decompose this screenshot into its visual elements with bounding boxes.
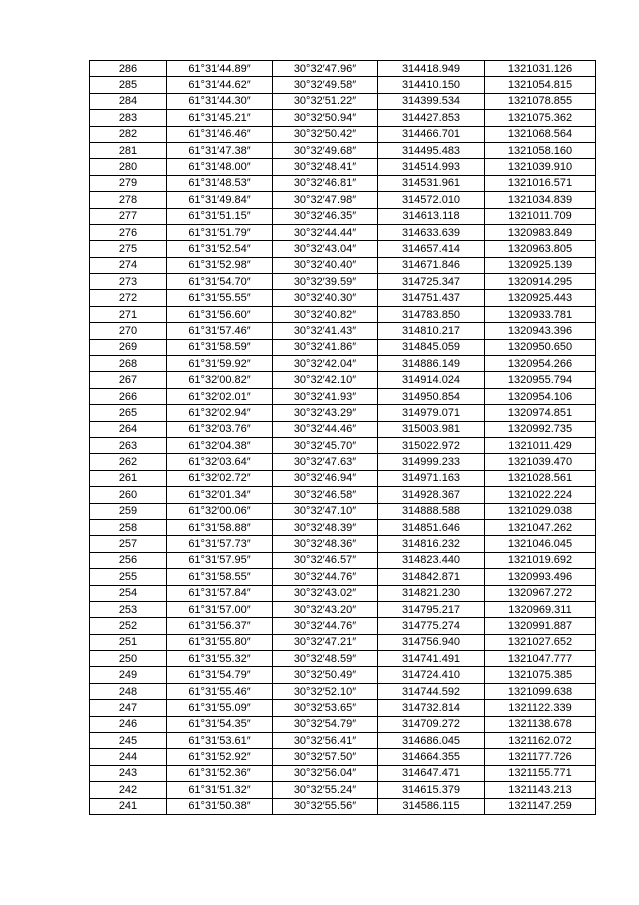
latitude-cell: 61°31′47.38″ <box>167 142 273 158</box>
table-row <box>90 700 596 716</box>
x-coordinate-cell: 314686.045 <box>378 733 485 749</box>
longitude-cell: 30°32′44.76″ <box>273 618 378 634</box>
longitude-cell: 30°32′43.02″ <box>273 585 378 601</box>
longitude-cell: 30°32′40.30″ <box>273 290 378 306</box>
point-number-cell: 269 <box>90 339 167 355</box>
point-number-cell: 278 <box>90 192 167 208</box>
table-row <box>90 798 596 814</box>
y-coordinate-cell: 1321028.561 <box>485 470 596 486</box>
longitude-cell: 30°32′46.81″ <box>273 175 378 191</box>
point-number-cell: 251 <box>90 634 167 650</box>
table-row <box>90 454 596 470</box>
x-coordinate-cell: 314821.230 <box>378 585 485 601</box>
table-row <box>90 733 596 749</box>
y-coordinate-cell: 1321122.339 <box>485 700 596 716</box>
point-number-cell: 254 <box>90 585 167 601</box>
latitude-cell: 61°31′54.79″ <box>167 667 273 683</box>
table-row <box>90 257 596 273</box>
table-row <box>90 77 596 93</box>
x-coordinate-cell: 314795.217 <box>378 601 485 617</box>
y-coordinate-cell: 1320991.887 <box>485 618 596 634</box>
x-coordinate-cell: 314775.274 <box>378 618 485 634</box>
longitude-cell: 30°32′40.82″ <box>273 306 378 322</box>
latitude-cell: 61°31′57.84″ <box>167 585 273 601</box>
y-coordinate-cell: 1321027.652 <box>485 634 596 650</box>
table-row <box>90 503 596 519</box>
longitude-cell: 30°32′44.44″ <box>273 224 378 240</box>
y-coordinate-cell: 1320955.794 <box>485 372 596 388</box>
longitude-cell: 30°32′53.65″ <box>273 700 378 716</box>
y-coordinate-cell: 1320993.496 <box>485 569 596 585</box>
y-coordinate-cell: 1321075.385 <box>485 667 596 683</box>
y-coordinate-cell: 1321054.815 <box>485 77 596 93</box>
x-coordinate-cell: 314851.646 <box>378 519 485 535</box>
point-number-cell: 246 <box>90 716 167 732</box>
latitude-cell: 61°31′52.36″ <box>167 765 273 781</box>
table-row <box>90 93 596 109</box>
longitude-cell: 30°32′49.68″ <box>273 142 378 158</box>
latitude-cell: 61°32′00.06″ <box>167 503 273 519</box>
y-coordinate-cell: 1321047.777 <box>485 651 596 667</box>
x-coordinate-cell: 314751.437 <box>378 290 485 306</box>
table-row <box>90 585 596 601</box>
x-coordinate-cell: 314732.814 <box>378 700 485 716</box>
coordinate-table-body <box>90 61 596 815</box>
y-coordinate-cell: 1321039.910 <box>485 159 596 175</box>
y-coordinate-cell: 1320925.139 <box>485 257 596 273</box>
point-number-cell: 264 <box>90 421 167 437</box>
latitude-cell: 61°31′49.84″ <box>167 192 273 208</box>
latitude-cell: 61°31′58.55″ <box>167 569 273 585</box>
longitude-cell: 30°32′41.93″ <box>273 388 378 404</box>
point-number-cell: 270 <box>90 323 167 339</box>
point-number-cell: 243 <box>90 765 167 781</box>
x-coordinate-cell: 314613.118 <box>378 208 485 224</box>
longitude-cell: 30°32′54.79″ <box>273 716 378 732</box>
y-coordinate-cell: 1321019.692 <box>485 552 596 568</box>
latitude-cell: 61°31′55.55″ <box>167 290 273 306</box>
y-coordinate-cell: 1321155.771 <box>485 765 596 781</box>
y-coordinate-cell: 1321046.045 <box>485 536 596 552</box>
y-coordinate-cell: 1321078.855 <box>485 93 596 109</box>
y-coordinate-cell: 1320954.106 <box>485 388 596 404</box>
longitude-cell: 30°32′47.98″ <box>273 192 378 208</box>
table-row <box>90 667 596 683</box>
point-number-cell: 255 <box>90 569 167 585</box>
table-row <box>90 372 596 388</box>
point-number-cell: 268 <box>90 356 167 372</box>
x-coordinate-cell: 314427.853 <box>378 110 485 126</box>
table-row <box>90 405 596 421</box>
table-row <box>90 634 596 650</box>
longitude-cell: 30°32′41.86″ <box>273 339 378 355</box>
y-coordinate-cell: 1320967.272 <box>485 585 596 601</box>
point-number-cell: 276 <box>90 224 167 240</box>
latitude-cell: 61°31′58.88″ <box>167 519 273 535</box>
x-coordinate-cell: 314633.639 <box>378 224 485 240</box>
y-coordinate-cell: 1321047.262 <box>485 519 596 535</box>
x-coordinate-cell: 314466.701 <box>378 126 485 142</box>
table-row <box>90 323 596 339</box>
table-row <box>90 749 596 765</box>
table-row <box>90 782 596 798</box>
longitude-cell: 30°32′47.10″ <box>273 503 378 519</box>
latitude-cell: 61°31′48.53″ <box>167 175 273 191</box>
latitude-cell: 61°32′03.64″ <box>167 454 273 470</box>
longitude-cell: 30°32′46.35″ <box>273 208 378 224</box>
latitude-cell: 61°32′00.82″ <box>167 372 273 388</box>
point-number-cell: 272 <box>90 290 167 306</box>
x-coordinate-cell: 314756.940 <box>378 634 485 650</box>
x-coordinate-cell: 314410.150 <box>378 77 485 93</box>
point-number-cell: 265 <box>90 405 167 421</box>
latitude-cell: 61°31′44.62″ <box>167 77 273 93</box>
longitude-cell: 30°32′47.21″ <box>273 634 378 650</box>
latitude-cell: 61°31′52.54″ <box>167 241 273 257</box>
point-number-cell: 282 <box>90 126 167 142</box>
x-coordinate-cell: 314514.993 <box>378 159 485 175</box>
latitude-cell: 61°31′57.00″ <box>167 601 273 617</box>
point-number-cell: 253 <box>90 601 167 617</box>
longitude-cell: 30°32′48.36″ <box>273 536 378 552</box>
point-number-cell: 262 <box>90 454 167 470</box>
x-coordinate-cell: 314572.010 <box>378 192 485 208</box>
x-coordinate-cell: 314810.217 <box>378 323 485 339</box>
y-coordinate-cell: 1320992.735 <box>485 421 596 437</box>
longitude-cell: 30°32′47.96″ <box>273 61 378 77</box>
longitude-cell: 30°32′57.50″ <box>273 749 378 765</box>
point-number-cell: 277 <box>90 208 167 224</box>
table-row <box>90 61 596 77</box>
latitude-cell: 61°31′52.92″ <box>167 749 273 765</box>
longitude-cell: 30°32′49.58″ <box>273 77 378 93</box>
x-coordinate-cell: 315022.972 <box>378 437 485 453</box>
longitude-cell: 30°32′55.56″ <box>273 798 378 814</box>
y-coordinate-cell: 1320963.805 <box>485 241 596 257</box>
point-number-cell: 284 <box>90 93 167 109</box>
longitude-cell: 30°32′46.57″ <box>273 552 378 568</box>
y-coordinate-cell: 1320914.295 <box>485 274 596 290</box>
latitude-cell: 61°31′46.46″ <box>167 126 273 142</box>
latitude-cell: 61°31′51.79″ <box>167 224 273 240</box>
longitude-cell: 30°32′42.10″ <box>273 372 378 388</box>
point-number-cell: 280 <box>90 159 167 175</box>
longitude-cell: 30°32′48.39″ <box>273 519 378 535</box>
y-coordinate-cell: 1320954.266 <box>485 356 596 372</box>
longitude-cell: 30°32′56.04″ <box>273 765 378 781</box>
point-number-cell: 275 <box>90 241 167 257</box>
latitude-cell: 61°31′52.98″ <box>167 257 273 273</box>
table-row <box>90 487 596 503</box>
table-row <box>90 175 596 191</box>
longitude-cell: 30°32′44.76″ <box>273 569 378 585</box>
latitude-cell: 61°31′55.46″ <box>167 683 273 699</box>
table-row <box>90 519 596 535</box>
table-row <box>90 470 596 486</box>
latitude-cell: 61°32′03.76″ <box>167 421 273 437</box>
x-coordinate-cell: 314709.272 <box>378 716 485 732</box>
x-coordinate-cell: 314671.846 <box>378 257 485 273</box>
point-number-cell: 257 <box>90 536 167 552</box>
latitude-cell: 61°32′04.38″ <box>167 437 273 453</box>
latitude-cell: 61°31′51.32″ <box>167 782 273 798</box>
latitude-cell: 61°32′02.72″ <box>167 470 273 486</box>
latitude-cell: 61°31′50.38″ <box>167 798 273 814</box>
y-coordinate-cell: 1321099.638 <box>485 683 596 699</box>
point-number-cell: 261 <box>90 470 167 486</box>
point-number-cell: 248 <box>90 683 167 699</box>
x-coordinate-cell: 314744.592 <box>378 683 485 699</box>
table-row <box>90 618 596 634</box>
y-coordinate-cell: 1321147.259 <box>485 798 596 814</box>
point-number-cell: 271 <box>90 306 167 322</box>
latitude-cell: 61°31′57.73″ <box>167 536 273 552</box>
point-number-cell: 279 <box>90 175 167 191</box>
y-coordinate-cell: 1321029.038 <box>485 503 596 519</box>
longitude-cell: 30°32′47.63″ <box>273 454 378 470</box>
table-row <box>90 306 596 322</box>
x-coordinate-cell: 315003.981 <box>378 421 485 437</box>
y-coordinate-cell: 1321138.678 <box>485 716 596 732</box>
longitude-cell: 30°32′50.49″ <box>273 667 378 683</box>
x-coordinate-cell: 314888.588 <box>378 503 485 519</box>
x-coordinate-cell: 314615.379 <box>378 782 485 798</box>
x-coordinate-cell: 314950.854 <box>378 388 485 404</box>
table-row <box>90 552 596 568</box>
table-row <box>90 683 596 699</box>
longitude-cell: 30°32′48.41″ <box>273 159 378 175</box>
x-coordinate-cell: 314531.961 <box>378 175 485 191</box>
table-row <box>90 765 596 781</box>
latitude-cell: 61°31′57.95″ <box>167 552 273 568</box>
x-coordinate-cell: 314886.149 <box>378 356 485 372</box>
table-row <box>90 192 596 208</box>
table-row <box>90 421 596 437</box>
latitude-cell: 61°31′56.37″ <box>167 618 273 634</box>
latitude-cell: 61°32′02.01″ <box>167 388 273 404</box>
point-number-cell: 247 <box>90 700 167 716</box>
y-coordinate-cell: 1321162.072 <box>485 733 596 749</box>
point-number-cell: 242 <box>90 782 167 798</box>
point-number-cell: 249 <box>90 667 167 683</box>
point-number-cell: 241 <box>90 798 167 814</box>
table-row <box>90 339 596 355</box>
table-row <box>90 224 596 240</box>
y-coordinate-cell: 1321143.213 <box>485 782 596 798</box>
latitude-cell: 61°31′51.15″ <box>167 208 273 224</box>
x-coordinate-cell: 314823.440 <box>378 552 485 568</box>
x-coordinate-cell: 314842.871 <box>378 569 485 585</box>
latitude-cell: 61°31′55.09″ <box>167 700 273 716</box>
point-number-cell: 267 <box>90 372 167 388</box>
y-coordinate-cell: 1321016.571 <box>485 175 596 191</box>
point-number-cell: 252 <box>90 618 167 634</box>
latitude-cell: 61°31′44.30″ <box>167 93 273 109</box>
point-number-cell: 260 <box>90 487 167 503</box>
y-coordinate-cell: 1320925.443 <box>485 290 596 306</box>
longitude-cell: 30°32′42.04″ <box>273 356 378 372</box>
y-coordinate-cell: 1321011.709 <box>485 208 596 224</box>
x-coordinate-cell: 314999.233 <box>378 454 485 470</box>
y-coordinate-cell: 1321031.126 <box>485 61 596 77</box>
latitude-cell: 61°32′01.34″ <box>167 487 273 503</box>
longitude-cell: 30°32′56.41″ <box>273 733 378 749</box>
x-coordinate-cell: 314845.059 <box>378 339 485 355</box>
y-coordinate-cell: 1321034.839 <box>485 192 596 208</box>
longitude-cell: 30°32′39.59″ <box>273 274 378 290</box>
table-row <box>90 274 596 290</box>
latitude-cell: 61°31′55.80″ <box>167 634 273 650</box>
point-number-cell: 258 <box>90 519 167 535</box>
table-row <box>90 290 596 306</box>
y-coordinate-cell: 1321058.160 <box>485 142 596 158</box>
y-coordinate-cell: 1320950.650 <box>485 339 596 355</box>
point-number-cell: 256 <box>90 552 167 568</box>
x-coordinate-cell: 314725.347 <box>378 274 485 290</box>
x-coordinate-cell: 314783.850 <box>378 306 485 322</box>
point-number-cell: 263 <box>90 437 167 453</box>
y-coordinate-cell: 1320969.311 <box>485 601 596 617</box>
longitude-cell: 30°32′52.10″ <box>273 683 378 699</box>
point-number-cell: 259 <box>90 503 167 519</box>
y-coordinate-cell: 1321022.224 <box>485 487 596 503</box>
latitude-cell: 61°31′54.70″ <box>167 274 273 290</box>
table-row <box>90 651 596 667</box>
x-coordinate-cell: 314979.071 <box>378 405 485 421</box>
y-coordinate-cell: 1320983.849 <box>485 224 596 240</box>
longitude-cell: 30°32′46.94″ <box>273 470 378 486</box>
point-number-cell: 266 <box>90 388 167 404</box>
x-coordinate-cell: 314928.367 <box>378 487 485 503</box>
longitude-cell: 30°32′43.04″ <box>273 241 378 257</box>
x-coordinate-cell: 314914.024 <box>378 372 485 388</box>
longitude-cell: 30°32′44.46″ <box>273 421 378 437</box>
coordinate-table <box>89 60 596 815</box>
x-coordinate-cell: 314657.414 <box>378 241 485 257</box>
y-coordinate-cell: 1321075.362 <box>485 110 596 126</box>
latitude-cell: 61°31′45.21″ <box>167 110 273 126</box>
y-coordinate-cell: 1321011.429 <box>485 437 596 453</box>
point-number-cell: 281 <box>90 142 167 158</box>
x-coordinate-cell: 314816.232 <box>378 536 485 552</box>
latitude-cell: 61°31′55.32″ <box>167 651 273 667</box>
y-coordinate-cell: 1321068.564 <box>485 126 596 142</box>
longitude-cell: 30°32′50.42″ <box>273 126 378 142</box>
point-number-cell: 274 <box>90 257 167 273</box>
latitude-cell: 61°31′53.61″ <box>167 733 273 749</box>
latitude-cell: 61°31′59.92″ <box>167 356 273 372</box>
table-row <box>90 159 596 175</box>
x-coordinate-cell: 314741.491 <box>378 651 485 667</box>
longitude-cell: 30°32′46.58″ <box>273 487 378 503</box>
longitude-cell: 30°32′45.70″ <box>273 437 378 453</box>
y-coordinate-cell: 1320933.781 <box>485 306 596 322</box>
table-row <box>90 569 596 585</box>
y-coordinate-cell: 1321039.470 <box>485 454 596 470</box>
table-row <box>90 388 596 404</box>
x-coordinate-cell: 314399.534 <box>378 93 485 109</box>
x-coordinate-cell: 314586.115 <box>378 798 485 814</box>
latitude-cell: 61°31′44.89″ <box>167 61 273 77</box>
latitude-cell: 61°31′58.59″ <box>167 339 273 355</box>
x-coordinate-cell: 314724.410 <box>378 667 485 683</box>
longitude-cell: 30°32′50.94″ <box>273 110 378 126</box>
longitude-cell: 30°32′51.22″ <box>273 93 378 109</box>
longitude-cell: 30°32′43.20″ <box>273 601 378 617</box>
table-row <box>90 142 596 158</box>
latitude-cell: 61°31′57.46″ <box>167 323 273 339</box>
longitude-cell: 30°32′40.40″ <box>273 257 378 273</box>
table-row <box>90 208 596 224</box>
table-row <box>90 241 596 257</box>
x-coordinate-cell: 314971.163 <box>378 470 485 486</box>
table-row <box>90 601 596 617</box>
point-number-cell: 273 <box>90 274 167 290</box>
longitude-cell: 30°32′55.24″ <box>273 782 378 798</box>
longitude-cell: 30°32′41.43″ <box>273 323 378 339</box>
y-coordinate-cell: 1321177.726 <box>485 749 596 765</box>
y-coordinate-cell: 1320974.851 <box>485 405 596 421</box>
x-coordinate-cell: 314647.471 <box>378 765 485 781</box>
point-number-cell: 285 <box>90 77 167 93</box>
latitude-cell: 61°31′54.35″ <box>167 716 273 732</box>
point-number-cell: 245 <box>90 733 167 749</box>
y-coordinate-cell: 1320943.396 <box>485 323 596 339</box>
point-number-cell: 283 <box>90 110 167 126</box>
table-row <box>90 536 596 552</box>
point-number-cell: 286 <box>90 61 167 77</box>
table-row <box>90 716 596 732</box>
x-coordinate-cell: 314664.355 <box>378 749 485 765</box>
table-row <box>90 126 596 142</box>
point-number-cell: 244 <box>90 749 167 765</box>
latitude-cell: 61°32′02.94″ <box>167 405 273 421</box>
x-coordinate-cell: 314495.483 <box>378 142 485 158</box>
x-coordinate-cell: 314418.949 <box>378 61 485 77</box>
table-row <box>90 437 596 453</box>
point-number-cell: 250 <box>90 651 167 667</box>
latitude-cell: 61°31′56.60″ <box>167 306 273 322</box>
table-row <box>90 356 596 372</box>
longitude-cell: 30°32′48.59″ <box>273 651 378 667</box>
longitude-cell: 30°32′43.29″ <box>273 405 378 421</box>
latitude-cell: 61°31′48.00″ <box>167 159 273 175</box>
table-row <box>90 110 596 126</box>
